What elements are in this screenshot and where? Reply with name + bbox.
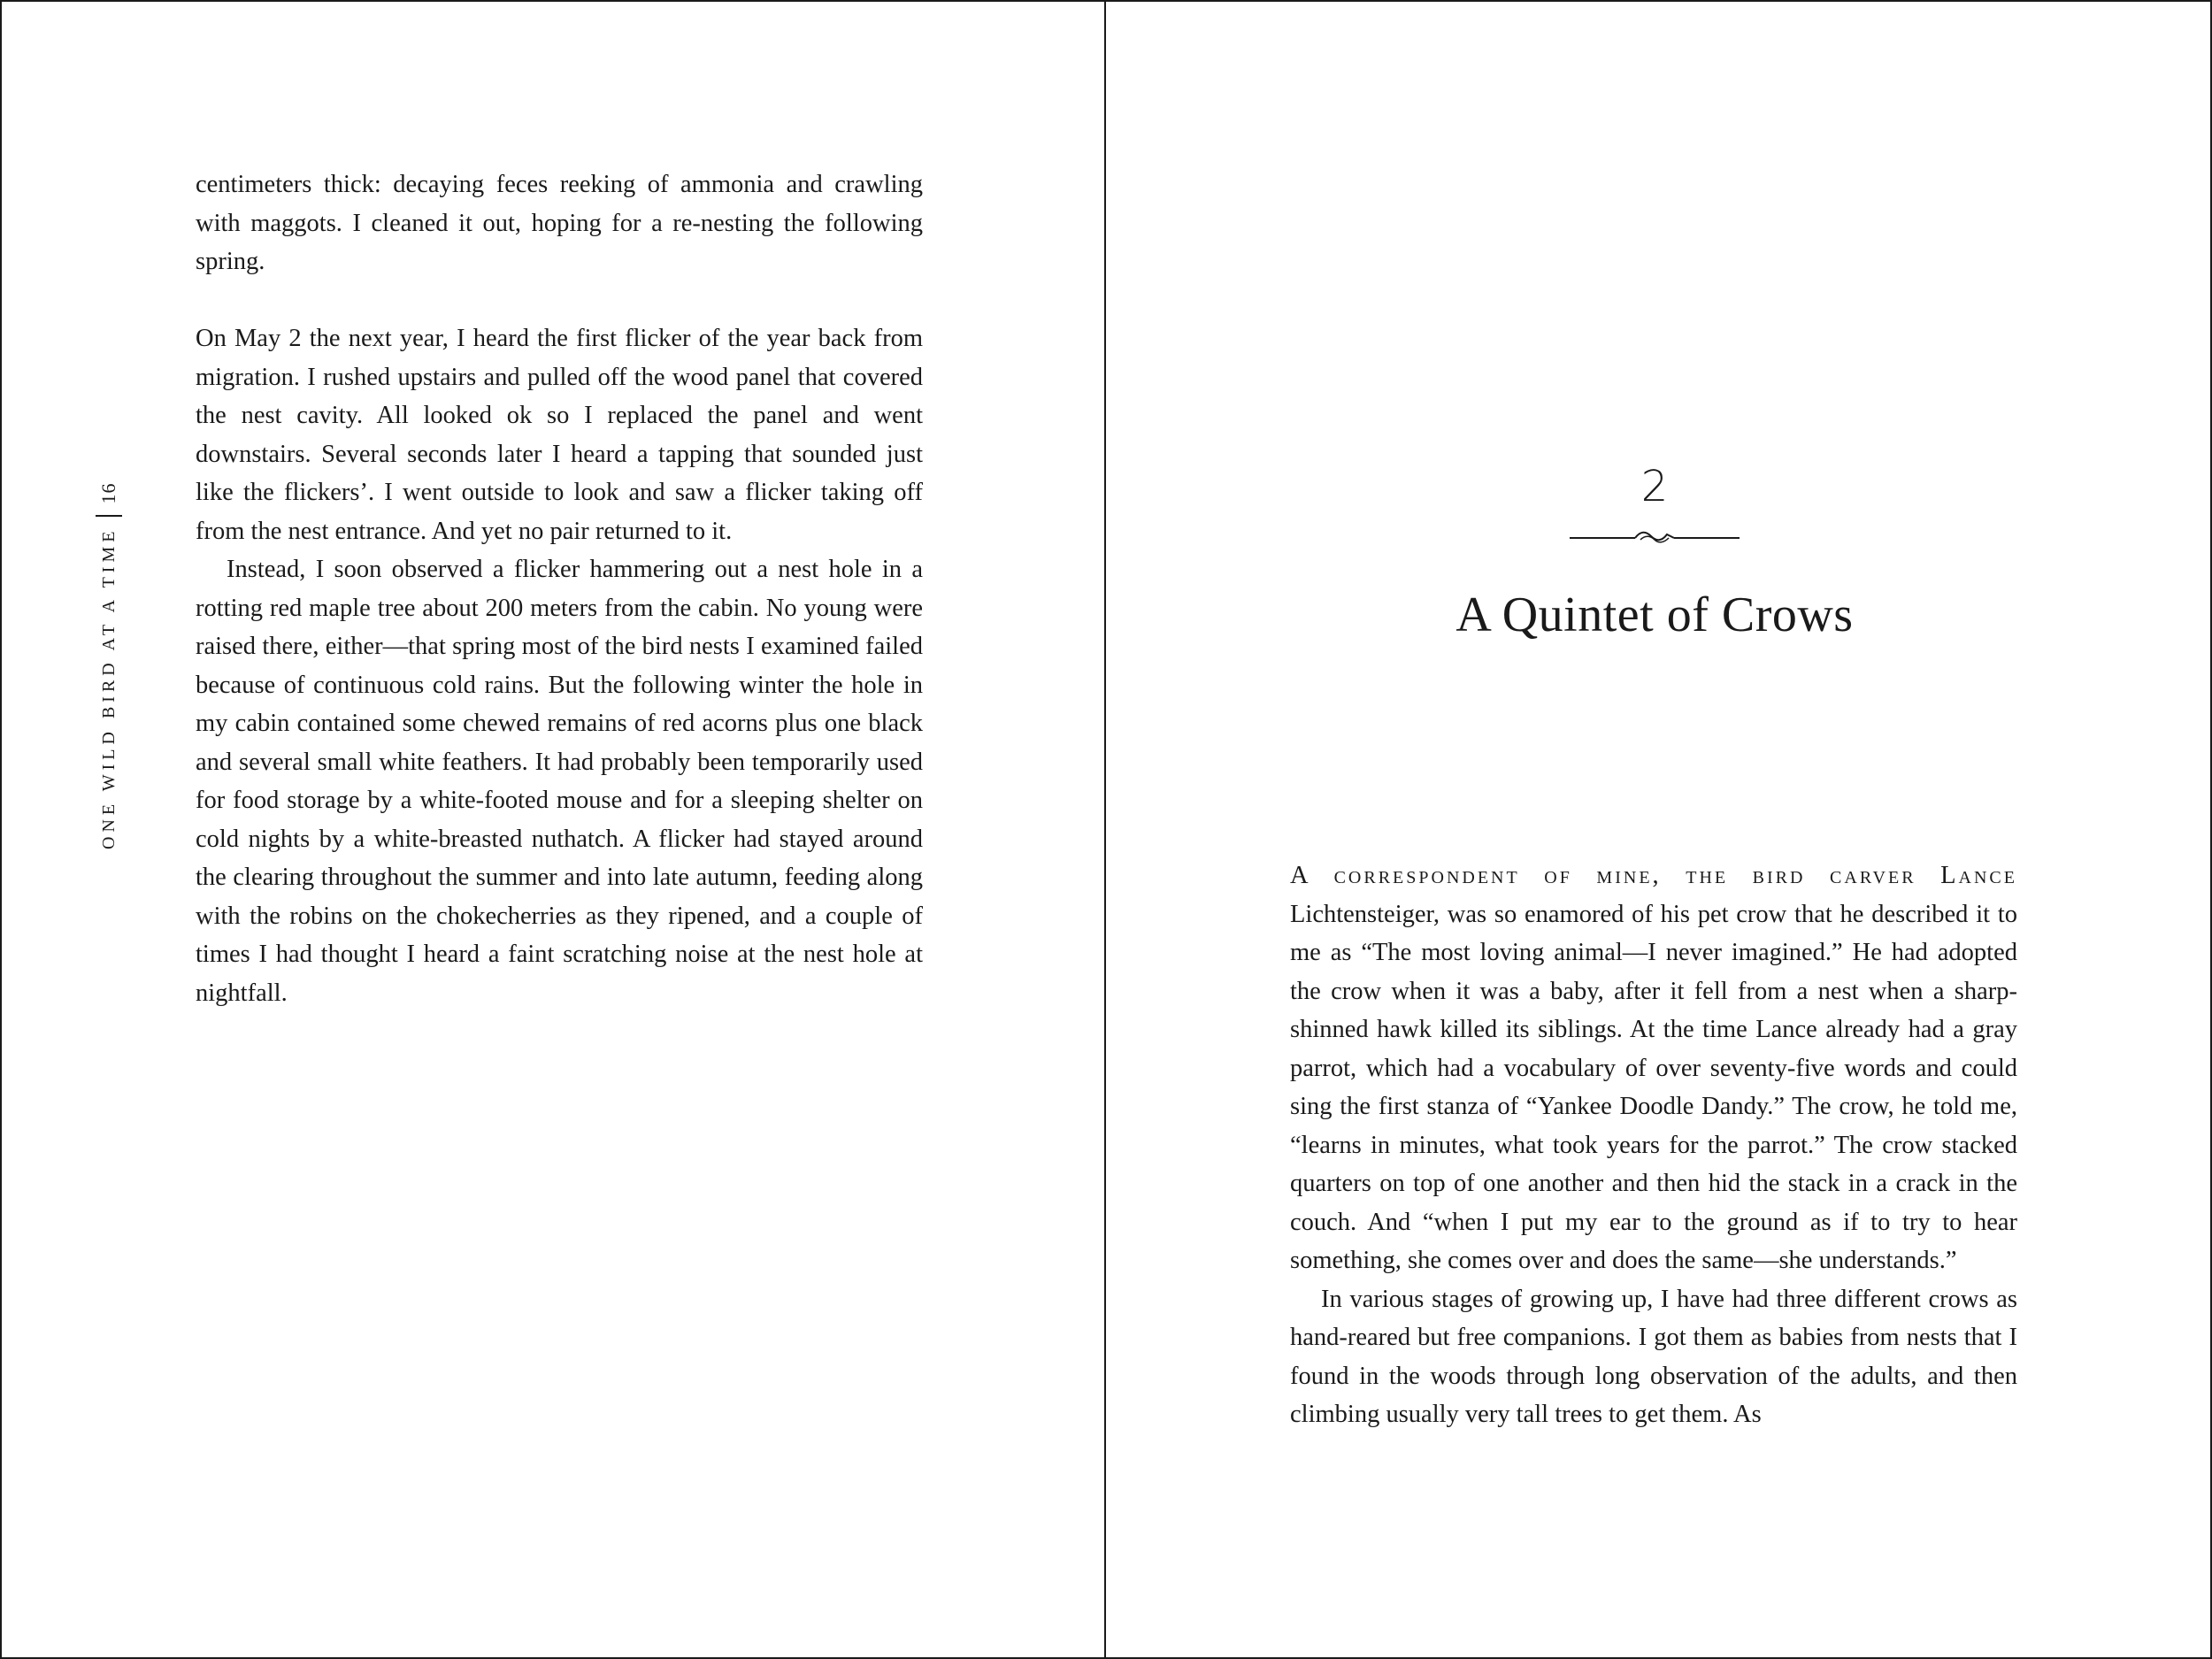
paragraph: Instead, I soon observed a flicker hammering out a nest hole in a rotting red maple tree about 200 meters from the cabin. No young were raised there, either—that spring most of the bird nests I examined failed because of continuous cold rains. But the following winter the hole in my cabin contained some chewed remains of red acorns plus one black and several small white feathers. It had probably been temporarily used for food storage by a white-footed mouse and for a sleeping shelter on cold nights by a white-breasted nuthatch. A flicker had stayed around the clearing throughout the summer and into late autumn, feeding along with the robins on the chokecherries as they ripened, and a couple of times I had thought I heard a faint scratching noise at the nest hole at nightfall. [196, 556, 923, 1007]
paragraph: On May 2 the next year, I heard the first flicker of the year back from migration. I rushed upstairs and pulled off the wood panel that covered the nest cavity. All looked ok so I replaced the panel and went downstairs. Several seconds later I heard a tapping that sounded just like the flickers’. I went outside to look and saw a flicker taking off from the nest entrance. And yet no pair returned to it. [196, 325, 923, 545]
right-page-body [1290, 856, 2017, 1434]
paragraph [1290, 856, 2017, 1280]
paragraph: In various stages of growing up, I have had three different crows as hand-reared but free companions. I got them as babies from nests that I found in the woods through long observation of the adults, and then climbing usually very tall trees to get them. As [1290, 1285, 2017, 1428]
paragraph: centimeters thick: decaying feces reeking of ammonia and crawling with maggots. I cleaned it out, hoping for a re-nesting the following spring. [196, 171, 923, 275]
page-number: 16 [97, 482, 119, 504]
chapter-title: A Quintet of Crows [1455, 588, 1854, 642]
running-head [96, 483, 122, 849]
chapter-number: 2 [1640, 462, 1669, 511]
chapter-ornament-icon [1570, 527, 1740, 549]
left-page-body [196, 165, 923, 1012]
paragraph-text: Lichtensteiger, was so enamored of his pet crow that he described it to me as “The most loving animal—I never imagined.” He had adopted the crow when it was a baby, after it fell from a nest when a sharp-shinned hawk killed its siblings. At the time Lance already had a gray parrot, which had a vocabulary of over seventy-five words and could sing the first stanza of “Yankee Doodle Dandy.” The crow, he told me, “learns in minutes, what took years for the parrot.” The crow stacked quarters on top of one another and then hid the stack in a crack in the couch. And “when I put my ear to the ground as if to try to hear something, she comes over and does the same—she understands.” [1290, 900, 2017, 1274]
opening-small-caps: A correspondent of mine, the bird carver Lance [1290, 862, 2017, 889]
running-head-divider [96, 515, 122, 517]
page-gutter [1104, 0, 1106, 1659]
section-break [196, 281, 923, 320]
running-head-title: ONE WILD BIRD AT A TIME [98, 526, 119, 849]
